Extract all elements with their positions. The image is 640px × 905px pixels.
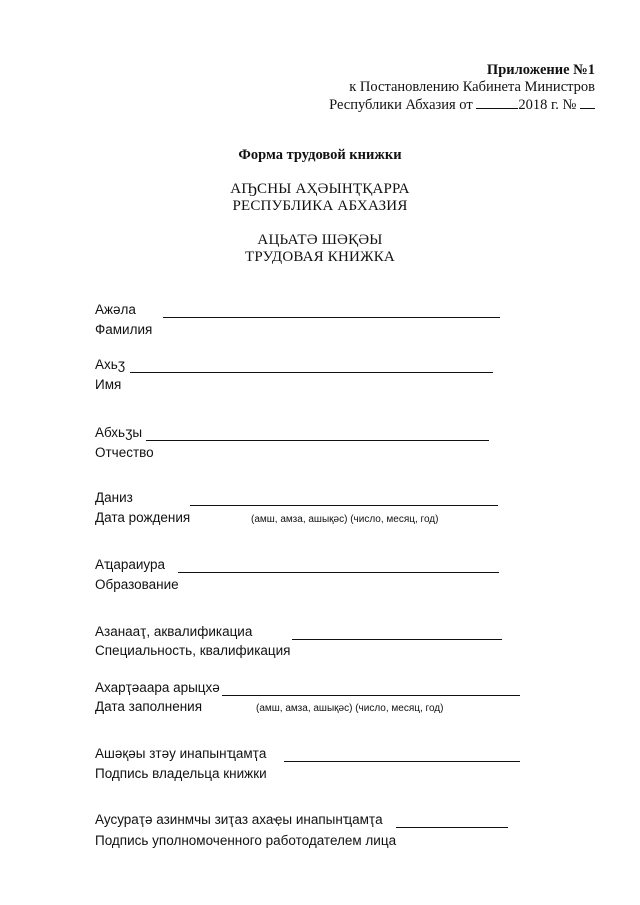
owner-signature-line[interactable] bbox=[284, 761, 520, 762]
name-line[interactable] bbox=[130, 372, 493, 373]
republic-title bbox=[0, 181, 640, 215]
filldate-label-abkhaz: Ахарҭәаара арыцхә bbox=[95, 680, 220, 695]
patronymic-label-russian: Отчество bbox=[95, 445, 154, 460]
owner-signature-label-abkhaz: Ашәқәы зтәу инапынҵамҭа bbox=[95, 746, 267, 761]
filldate-hint: (амш, амза, ашықәс) (число, месяц, год) bbox=[256, 703, 444, 714]
name-label-russian: Имя bbox=[95, 377, 122, 392]
book-title bbox=[0, 232, 640, 266]
specialty-label-russian: Специальность, квалификация bbox=[95, 643, 291, 658]
surname-label-russian: Фамилия bbox=[95, 322, 153, 337]
book-russian: ТРУДОВАЯ КНИЖКА bbox=[245, 249, 395, 265]
education-line[interactable] bbox=[178, 572, 499, 573]
appendix-header bbox=[329, 62, 595, 114]
republic-russian: РЕСПУБЛИКА АБХАЗИЯ bbox=[232, 198, 408, 214]
book-abkhaz: АЦЬАТӘ ШӘҚӘЫ bbox=[257, 232, 383, 248]
appendix-date-year: 2018 г. № bbox=[518, 97, 580, 113]
employer-signature-label-russian: Подпись уполномоченного работодателем лица bbox=[95, 833, 397, 848]
name-label-abkhaz: Ахьӡ bbox=[95, 357, 126, 372]
owner-signature-label-russian: Подпись владельца книжки bbox=[95, 766, 267, 781]
number-blank bbox=[580, 95, 595, 109]
surname-label-abkhaz: Ажәла bbox=[95, 302, 136, 317]
birthdate-label-russian: Дата рождения bbox=[95, 510, 191, 525]
employer-signature-label-abkhaz: Аусураҭә азинмчы зиҭаз ахаҿы инапынҵамҭа bbox=[95, 812, 383, 827]
birthdate-hint: (амш, амза, ашықәс) (число, месяц, год) bbox=[251, 514, 439, 525]
education-label-russian: Образование bbox=[95, 577, 179, 592]
appendix-date-line bbox=[329, 95, 595, 114]
filldate-line[interactable] bbox=[222, 695, 520, 696]
patronymic-line[interactable] bbox=[146, 440, 489, 441]
surname-line[interactable] bbox=[163, 317, 500, 318]
employer-signature-line[interactable] bbox=[396, 827, 508, 828]
birthdate-line[interactable] bbox=[190, 505, 498, 506]
appendix-date-prefix: Республики Абхазия от bbox=[329, 97, 477, 113]
date-blank bbox=[476, 95, 518, 109]
birthdate-label-abkhaz: Даниз bbox=[95, 490, 133, 505]
specialty-line[interactable] bbox=[292, 639, 502, 640]
patronymic-label-abkhaz: Абхьӡы bbox=[95, 425, 143, 440]
form-title: Форма трудовой книжки bbox=[238, 147, 402, 163]
education-label-abkhaz: Аҵараиура bbox=[95, 557, 166, 572]
appendix-decree: к Постановлению Кабинета Министров bbox=[349, 78, 595, 95]
specialty-label-abkhaz: Азанааҭ, аквалификациа bbox=[95, 624, 253, 639]
republic-abkhaz: АҦСНЫ АҲӘЫНҬҚАРРА bbox=[230, 181, 410, 197]
appendix-number: Приложение №1 bbox=[486, 62, 595, 78]
filldate-label-russian: Дата заполнения bbox=[95, 699, 203, 714]
